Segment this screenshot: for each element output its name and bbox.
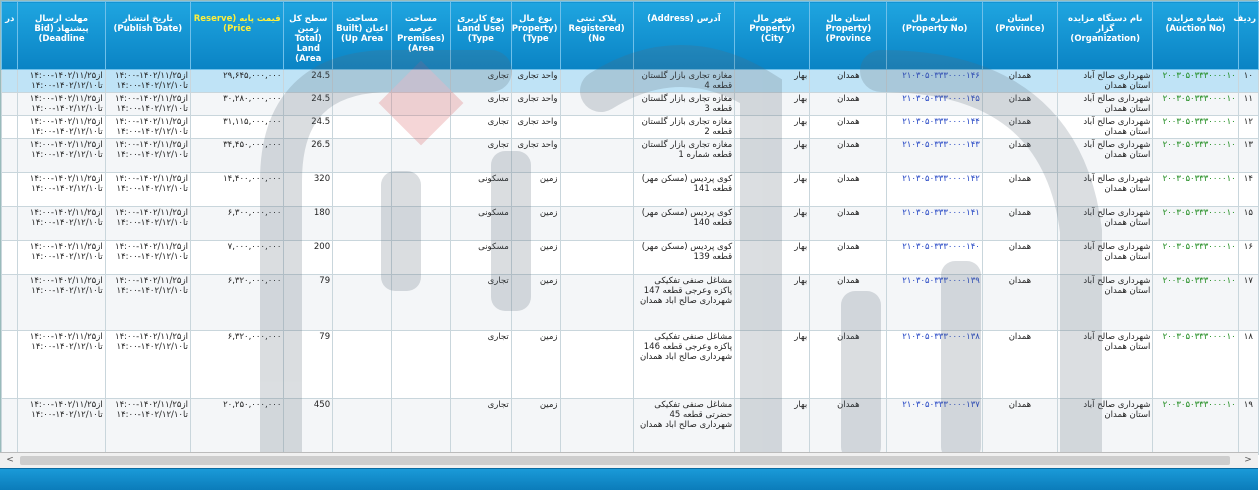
header-property-city[interactable]: شهر مال (Property City) xyxy=(735,2,810,70)
built-up-area-cell xyxy=(333,173,392,207)
premises-area-cell xyxy=(392,399,451,455)
row-number-cell: ۱۰ xyxy=(1238,70,1258,93)
header-extra[interactable]: در xyxy=(2,2,18,70)
table-row[interactable] xyxy=(2,331,1259,399)
extra-cell xyxy=(2,173,18,207)
deadline-to: تا۱۴۰۲/۱۲/۱۰-۱۴:۰۰ xyxy=(31,342,103,352)
deadline-to: تا۱۴۰۲/۱۲/۱۰-۱۴:۰۰ xyxy=(31,81,103,91)
address-cell: مشاغل صنفی تفکیکی پاکزه وعرجی قطعه 147 شهرداری صالح اباد همدان xyxy=(633,275,735,331)
address-cell: مشاغل صنفی تفکیکی پاکزه وعرجی قطعه 146 شهرداری صالح اباد همدان xyxy=(633,331,735,399)
registered-no-cell xyxy=(560,70,633,93)
header-organization[interactable]: نام دستگاه مزایده گزار (Organization) xyxy=(1057,2,1152,70)
publish-date-to: تا۱۴۰۲/۱۲/۱۰-۱۴:۰۰ xyxy=(116,218,188,228)
horizontal-scrollbar[interactable] xyxy=(0,452,1258,468)
province-cell: همدان xyxy=(982,93,1057,116)
registered-no-cell xyxy=(560,207,633,241)
auction-table xyxy=(1,1,1259,455)
publish-date-cell xyxy=(105,275,190,331)
header-address[interactable]: آدرس (Address) xyxy=(633,2,735,70)
table-row[interactable] xyxy=(2,116,1259,139)
publish-date-cell xyxy=(105,70,190,93)
publish-date-to: تا۱۴۰۲/۱۲/۱۰-۱۴:۰۰ xyxy=(116,410,188,420)
publish-date-cell xyxy=(105,207,190,241)
premises-area-cell xyxy=(392,93,451,116)
table-row[interactable] xyxy=(2,173,1259,207)
built-up-area-cell xyxy=(333,275,392,331)
property-no-cell: ۲۱۰۳۰۵۰۳۳۳۰۰۰۰۱۴۲ xyxy=(887,173,982,207)
row-number-cell: ۱۶ xyxy=(1238,241,1258,275)
built-up-area-cell xyxy=(333,207,392,241)
header-row xyxy=(2,2,1259,70)
deadline-from: از۱۴۰۲/۱۱/۲۵-۱۴:۰۰ xyxy=(29,208,103,218)
header-deadline[interactable]: مهلت ارسال پیشنهاد (Bid Deadline) xyxy=(18,2,105,70)
publish-date-cell xyxy=(105,173,190,207)
publish-date-from: از۱۴۰۲/۱۱/۲۵-۱۴:۰۰ xyxy=(115,71,188,81)
organization-cell: شهرداری صالح آباد استان همدان xyxy=(1057,399,1152,455)
property-type-cell: واحد تجاری xyxy=(511,139,560,173)
province-cell: همدان xyxy=(982,399,1057,455)
built-up-area-cell xyxy=(333,399,392,455)
deadline-from: از۱۴۰۲/۱۱/۲۵-۱۴:۰۰ xyxy=(29,117,103,127)
property-type-cell: واحد تجاری xyxy=(511,116,560,139)
property-province-cell: همدان xyxy=(810,70,887,93)
premises-area-cell xyxy=(392,331,451,399)
property-province-cell: همدان xyxy=(810,139,887,173)
table-row[interactable] xyxy=(2,93,1259,116)
province-cell: همدان xyxy=(982,139,1057,173)
property-no-cell: ۲۱۰۳۰۵۰۳۳۳۰۰۰۰۱۴۶ xyxy=(887,70,982,93)
deadline-from: از۱۴۰۲/۱۱/۲۵-۱۴:۰۰ xyxy=(29,400,103,410)
total-land-area-cell: 79 xyxy=(284,331,333,399)
property-province-cell: همدان xyxy=(810,241,887,275)
province-cell: همدان xyxy=(982,70,1057,93)
deadline-cell xyxy=(18,331,105,399)
reserve-price-cell: ۶,۳۲۰,۰۰۰,۰۰۰ xyxy=(190,331,283,399)
province-cell: همدان xyxy=(982,241,1057,275)
footer-bar xyxy=(0,468,1258,490)
property-city-cell: بهار xyxy=(735,139,810,173)
deadline-from: از۱۴۰۲/۱۱/۲۵-۱۴:۰۰ xyxy=(29,242,103,252)
organization-cell: شهرداری صالح آباد استان همدان xyxy=(1057,93,1152,116)
property-province-cell: همدان xyxy=(810,399,887,455)
header-row-number[interactable]: ردیف xyxy=(1238,2,1258,70)
publish-date-to: تا۱۴۰۲/۱۲/۱۰-۱۴:۰۰ xyxy=(116,252,188,262)
premises-area-cell xyxy=(392,241,451,275)
deadline-cell xyxy=(18,207,105,241)
publish-date-from: از۱۴۰۲/۱۱/۲۵-۱۴:۰۰ xyxy=(115,174,188,184)
row-number-cell: ۱۹ xyxy=(1238,399,1258,455)
property-type-cell: زمین xyxy=(511,207,560,241)
property-no-cell: ۲۱۰۳۰۵۰۳۳۳۰۰۰۰۱۴۵ xyxy=(887,93,982,116)
header-reserve-price[interactable]: قیمت پایه (Reserve Price) xyxy=(190,2,283,70)
publish-date-to: تا۱۴۰۲/۱۲/۱۰-۱۴:۰۰ xyxy=(116,104,188,114)
built-up-area-cell xyxy=(333,70,392,93)
built-up-area-cell xyxy=(333,241,392,275)
header-land-use[interactable]: نوع کاربری (Land Use Type) xyxy=(450,2,511,70)
publish-date-from: از۱۴۰۲/۱۱/۲۵-۱۴:۰۰ xyxy=(115,276,188,286)
auction-no-cell: ۲۰۰۳۰۵۰۳۳۳۰۰۰۰۱۰ xyxy=(1153,93,1238,116)
deadline-to: تا۱۴۰۲/۱۲/۱۰-۱۴:۰۰ xyxy=(31,252,103,262)
deadline-from: از۱۴۰۲/۱۱/۲۵-۱۴:۰۰ xyxy=(29,174,103,184)
property-no-cell: ۲۱۰۳۰۵۰۳۳۳۰۰۰۰۱۴۳ xyxy=(887,139,982,173)
publish-date-to: تا۱۴۰۲/۱۲/۱۰-۱۴:۰۰ xyxy=(116,286,188,296)
deadline-from: از۱۴۰۲/۱۱/۲۵-۱۴:۰۰ xyxy=(29,276,103,286)
auction-no-cell: ۲۰۰۳۰۵۰۳۳۳۰۰۰۰۱۰ xyxy=(1153,399,1238,455)
land-use-cell: تجاری xyxy=(450,93,511,116)
table-row[interactable] xyxy=(2,207,1259,241)
table-row[interactable] xyxy=(2,275,1259,331)
publish-date-from: از۱۴۰۲/۱۱/۲۵-۱۴:۰۰ xyxy=(115,208,188,218)
property-no-cell: ۲۱۰۳۰۵۰۳۳۳۰۰۰۰۱۳۹ xyxy=(887,275,982,331)
organization-cell: شهرداری صالح آباد استان همدان xyxy=(1057,207,1152,241)
deadline-to: تا۱۴۰۲/۱۲/۱۰-۱۴:۰۰ xyxy=(31,184,103,194)
registered-no-cell xyxy=(560,173,633,207)
organization-cell: شهرداری صالح آباد استان همدان xyxy=(1057,275,1152,331)
publish-date-to: تا۱۴۰۲/۱۲/۱۰-۱۴:۰۰ xyxy=(116,127,188,137)
property-province-cell: همدان xyxy=(810,116,887,139)
property-city-cell: بهار xyxy=(735,207,810,241)
total-land-area-cell: 26.5 xyxy=(284,139,333,173)
deadline-cell xyxy=(18,241,105,275)
land-use-cell: تجاری xyxy=(450,116,511,139)
property-type-cell: زمین xyxy=(511,241,560,275)
property-city-cell: بهار xyxy=(735,173,810,207)
deadline-to: تا۱۴۰۲/۱۲/۱۰-۱۴:۰۰ xyxy=(31,150,103,160)
premises-area-cell xyxy=(392,275,451,331)
reserve-price-cell: ۲۹,۶۴۵,۰۰۰,۰۰۰ xyxy=(190,70,283,93)
address-cell: کوی پردیس (مسکن مهر) قطعه 141 xyxy=(633,173,735,207)
premises-area-cell xyxy=(392,173,451,207)
row-number-cell: ۱۲ xyxy=(1238,116,1258,139)
reserve-price-cell: ۳۱,۱۱۵,۰۰۰,۰۰۰ xyxy=(190,116,283,139)
land-use-cell: تجاری xyxy=(450,399,511,455)
property-type-cell: زمین xyxy=(511,275,560,331)
header-auction-no[interactable]: شماره مزایده (Auction No) xyxy=(1153,2,1238,70)
publish-date-from: از۱۴۰۲/۱۱/۲۵-۱۴:۰۰ xyxy=(115,140,188,150)
registered-no-cell xyxy=(560,93,633,116)
property-province-cell: همدان xyxy=(810,275,887,331)
table-row[interactable] xyxy=(2,70,1259,93)
extra-cell xyxy=(2,207,18,241)
registered-no-cell xyxy=(560,139,633,173)
registered-no-cell xyxy=(560,399,633,455)
property-type-cell: واحد تجاری xyxy=(511,93,560,116)
auction-no-cell: ۲۰۰۳۰۵۰۳۳۳۰۰۰۰۱۰ xyxy=(1153,331,1238,399)
deadline-cell xyxy=(18,139,105,173)
address-cell: کوی پردیس (مسکن مهر) قطعه 140 xyxy=(633,207,735,241)
organization-cell: شهرداری صالح آباد استان همدان xyxy=(1057,116,1152,139)
auction-no-cell: ۲۰۰۳۰۵۰۳۳۳۰۰۰۰۱۰ xyxy=(1153,207,1238,241)
property-province-cell: همدان xyxy=(810,331,887,399)
property-city-cell: بهار xyxy=(735,93,810,116)
extra-cell xyxy=(2,116,18,139)
row-number-cell: ۱۸ xyxy=(1238,331,1258,399)
land-use-cell: مسکونی xyxy=(450,241,511,275)
auction-no-cell: ۲۰۰۳۰۵۰۳۳۳۰۰۰۰۱۰ xyxy=(1153,275,1238,331)
publish-date-from: از۱۴۰۲/۱۱/۲۵-۱۴:۰۰ xyxy=(115,242,188,252)
land-use-cell: تجاری xyxy=(450,331,511,399)
table-row[interactable] xyxy=(2,139,1259,173)
province-cell: همدان xyxy=(982,331,1057,399)
scroll-left-icon[interactable]: < xyxy=(6,455,14,465)
address-cell: مغازه تجاری بازار گلستان قطعه 4 xyxy=(633,70,735,93)
deadline-cell xyxy=(18,116,105,139)
address-cell: مغازه تجاری بازار گلستان قطعه 2 xyxy=(633,116,735,139)
header-total-land-area[interactable]: سطح کل زمین (Total Land Area) xyxy=(284,2,333,70)
publish-date-to: تا۱۴۰۲/۱۲/۱۰-۱۴:۰۰ xyxy=(116,342,188,352)
header-registered-no[interactable]: پلاک ثبتی (Registered No) xyxy=(560,2,633,70)
organization-cell: شهرداری صالح آباد استان همدان xyxy=(1057,173,1152,207)
publish-date-cell xyxy=(105,139,190,173)
publish-date-cell xyxy=(105,331,190,399)
deadline-cell xyxy=(18,399,105,455)
publish-date-to: تا۱۴۰۲/۱۲/۱۰-۱۴:۰۰ xyxy=(116,150,188,160)
total-land-area-cell: 24.5 xyxy=(284,93,333,116)
publish-date-from: از۱۴۰۲/۱۱/۲۵-۱۴:۰۰ xyxy=(115,400,188,410)
built-up-area-cell xyxy=(333,331,392,399)
land-use-cell: مسکونی xyxy=(450,173,511,207)
deadline-to: تا۱۴۰۲/۱۲/۱۰-۱۴:۰۰ xyxy=(31,410,103,420)
organization-cell: شهرداری صالح آباد استان همدان xyxy=(1057,139,1152,173)
property-type-cell: زمین xyxy=(511,399,560,455)
auction-no-cell: ۲۰۰۳۰۵۰۳۳۳۰۰۰۰۱۰ xyxy=(1153,241,1238,275)
extra-cell xyxy=(2,93,18,116)
deadline-cell xyxy=(18,275,105,331)
premises-area-cell xyxy=(392,70,451,93)
total-land-area-cell: 450 xyxy=(284,399,333,455)
header-built-up-area[interactable]: مساحت اعیان (Built Up Area) xyxy=(333,2,392,70)
publish-date-cell xyxy=(105,399,190,455)
built-up-area-cell xyxy=(333,93,392,116)
total-land-area-cell: 79 xyxy=(284,275,333,331)
reserve-price-cell: ۲۰,۲۵۰,۰۰۰,۰۰۰ xyxy=(190,399,283,455)
total-land-area-cell: 320 xyxy=(284,173,333,207)
scroll-right-icon[interactable]: > xyxy=(1244,455,1252,465)
publish-date-cell xyxy=(105,241,190,275)
auction-no-cell: ۲۰۰۳۰۵۰۳۳۳۰۰۰۰۱۰ xyxy=(1153,173,1238,207)
land-use-cell: تجاری xyxy=(450,275,511,331)
reserve-price-cell: ۷,۰۰۰,۰۰۰,۰۰۰ xyxy=(190,241,283,275)
province-cell: همدان xyxy=(982,275,1057,331)
property-province-cell: همدان xyxy=(810,93,887,116)
property-province-cell: همدان xyxy=(810,207,887,241)
property-city-cell: بهار xyxy=(735,399,810,455)
row-number-cell: ۱۵ xyxy=(1238,207,1258,241)
publish-date-from: از۱۴۰۲/۱۱/۲۵-۱۴:۰۰ xyxy=(115,332,188,342)
property-type-cell: واحد تجاری xyxy=(511,70,560,93)
address-cell: کوی پردیس (مسکن مهر) قطعه 139 xyxy=(633,241,735,275)
extra-cell xyxy=(2,241,18,275)
deadline-from: از۱۴۰۲/۱۱/۲۵-۱۴:۰۰ xyxy=(29,140,103,150)
reserve-price-cell: ۳۰,۲۸۰,۰۰۰,۰۰۰ xyxy=(190,93,283,116)
property-no-cell: ۲۱۰۳۰۵۰۳۳۳۰۰۰۰۱۳۷ xyxy=(887,399,982,455)
organization-cell: شهرداری صالح آباد استان همدان xyxy=(1057,331,1152,399)
property-no-cell: ۲۱۰۳۰۵۰۳۳۳۰۰۰۰۱۳۸ xyxy=(887,331,982,399)
organization-cell: شهرداری صالح آباد استان همدان xyxy=(1057,70,1152,93)
header-publish-date[interactable]: تاریخ انتشار (Publish Date) xyxy=(105,2,190,70)
land-use-cell: تجاری xyxy=(450,139,511,173)
extra-cell xyxy=(2,70,18,93)
header-province[interactable]: استان (Province) xyxy=(982,2,1057,70)
total-land-area-cell: 200 xyxy=(284,241,333,275)
property-no-cell: ۲۱۰۳۰۵۰۳۳۳۰۰۰۰۱۴۱ xyxy=(887,207,982,241)
table-row[interactable] xyxy=(2,399,1259,455)
property-type-cell: زمین xyxy=(511,173,560,207)
premises-area-cell xyxy=(392,207,451,241)
header-property-province[interactable]: استان مال (Property Province) xyxy=(810,2,887,70)
publish-date-to: تا۱۴۰۲/۱۲/۱۰-۱۴:۰۰ xyxy=(116,81,188,91)
deadline-to: تا۱۴۰۲/۱۲/۱۰-۱۴:۰۰ xyxy=(31,218,103,228)
built-up-area-cell xyxy=(333,116,392,139)
reserve-price-cell: ۳۴,۴۵۰,۰۰۰,۰۰۰ xyxy=(190,139,283,173)
organization-cell: شهرداری صالح آباد استان همدان xyxy=(1057,241,1152,275)
row-number-cell: ۱۱ xyxy=(1238,93,1258,116)
built-up-area-cell xyxy=(333,139,392,173)
row-number-cell: ۱۳ xyxy=(1238,139,1258,173)
auction-no-cell: ۲۰۰۳۰۵۰۳۳۳۰۰۰۰۱۰ xyxy=(1153,70,1238,93)
property-province-cell: همدان xyxy=(810,173,887,207)
extra-cell xyxy=(2,399,18,455)
header-premises-area[interactable]: مساحت عرصه (Premises Area) xyxy=(392,2,451,70)
property-city-cell: بهار xyxy=(735,275,810,331)
address-cell: مغازه تجاری بازار گلستان قطعه 3 xyxy=(633,93,735,116)
auction-no-cell: ۲۰۰۳۰۵۰۳۳۳۰۰۰۰۱۰ xyxy=(1153,116,1238,139)
total-land-area-cell: 24.5 xyxy=(284,70,333,93)
publish-date-to: تا۱۴۰۲/۱۲/۱۰-۱۴:۰۰ xyxy=(116,184,188,194)
registered-no-cell xyxy=(560,116,633,139)
land-use-cell: مسکونی xyxy=(450,207,511,241)
premises-area-cell xyxy=(392,116,451,139)
publish-date-from: از۱۴۰۲/۱۱/۲۵-۱۴:۰۰ xyxy=(115,117,188,127)
land-use-cell: تجاری xyxy=(450,70,511,93)
deadline-cell xyxy=(18,173,105,207)
row-number-cell: ۱۷ xyxy=(1238,275,1258,331)
total-land-area-cell: 180 xyxy=(284,207,333,241)
address-cell: مشاغل صنفی تفکیکی حضرتی قطعه 45 شهرداری صالح اباد همدان xyxy=(633,399,735,455)
reserve-price-cell: ۶,۳۰۰,۰۰۰,۰۰۰ xyxy=(190,207,283,241)
publish-date-cell xyxy=(105,93,190,116)
property-no-cell: ۲۱۰۳۰۵۰۳۳۳۰۰۰۰۱۴۰ xyxy=(887,241,982,275)
reserve-price-cell: ۱۴,۴۰۰,۰۰۰,۰۰۰ xyxy=(190,173,283,207)
address-cell: مغازه تجاری بازار گلستان قطعه شماره 1 xyxy=(633,139,735,173)
deadline-from: از۱۴۰۲/۱۱/۲۵-۱۴:۰۰ xyxy=(29,71,103,81)
property-city-cell: بهار xyxy=(735,70,810,93)
property-city-cell: بهار xyxy=(735,331,810,399)
province-cell: همدان xyxy=(982,116,1057,139)
property-city-cell: بهار xyxy=(735,241,810,275)
publish-date-cell xyxy=(105,116,190,139)
extra-cell xyxy=(2,331,18,399)
province-cell: همدان xyxy=(982,173,1057,207)
deadline-to: تا۱۴۰۲/۱۲/۱۰-۱۴:۰۰ xyxy=(31,127,103,137)
deadline-from: از۱۴۰۲/۱۱/۲۵-۱۴:۰۰ xyxy=(29,94,103,104)
deadline-cell xyxy=(18,93,105,116)
province-cell: همدان xyxy=(982,207,1057,241)
registered-no-cell xyxy=(560,331,633,399)
deadline-from: از۱۴۰۲/۱۱/۲۵-۱۴:۰۰ xyxy=(29,332,103,342)
reserve-price-cell: ۶,۳۲۰,۰۰۰,۰۰۰ xyxy=(190,275,283,331)
property-city-cell: بهار xyxy=(735,116,810,139)
extra-cell xyxy=(2,275,18,331)
deadline-cell xyxy=(18,70,105,93)
publish-date-from: از۱۴۰۲/۱۱/۲۵-۱۴:۰۰ xyxy=(115,94,188,104)
grid-body xyxy=(2,70,1259,455)
extra-cell xyxy=(2,139,18,173)
header-property-no[interactable]: شماره مال (Property No) xyxy=(887,2,982,70)
auction-no-cell: ۲۰۰۳۰۵۰۳۳۳۰۰۰۰۱۰ xyxy=(1153,139,1238,173)
registered-no-cell xyxy=(560,241,633,275)
deadline-to: تا۱۴۰۲/۱۲/۱۰-۱۴:۰۰ xyxy=(31,286,103,296)
premises-area-cell xyxy=(392,139,451,173)
property-no-cell: ۲۱۰۳۰۵۰۳۳۳۰۰۰۰۱۴۴ xyxy=(887,116,982,139)
property-type-cell: زمین xyxy=(511,331,560,399)
row-number-cell: ۱۴ xyxy=(1238,173,1258,207)
table-row[interactable] xyxy=(2,241,1259,275)
scrollbar-thumb[interactable] xyxy=(20,456,1230,465)
total-land-area-cell: 24.5 xyxy=(284,116,333,139)
registered-no-cell xyxy=(560,275,633,331)
deadline-to: تا۱۴۰۲/۱۲/۱۰-۱۴:۰۰ xyxy=(31,104,103,114)
header-property-type[interactable]: نوع مال (Property Type) xyxy=(511,2,560,70)
